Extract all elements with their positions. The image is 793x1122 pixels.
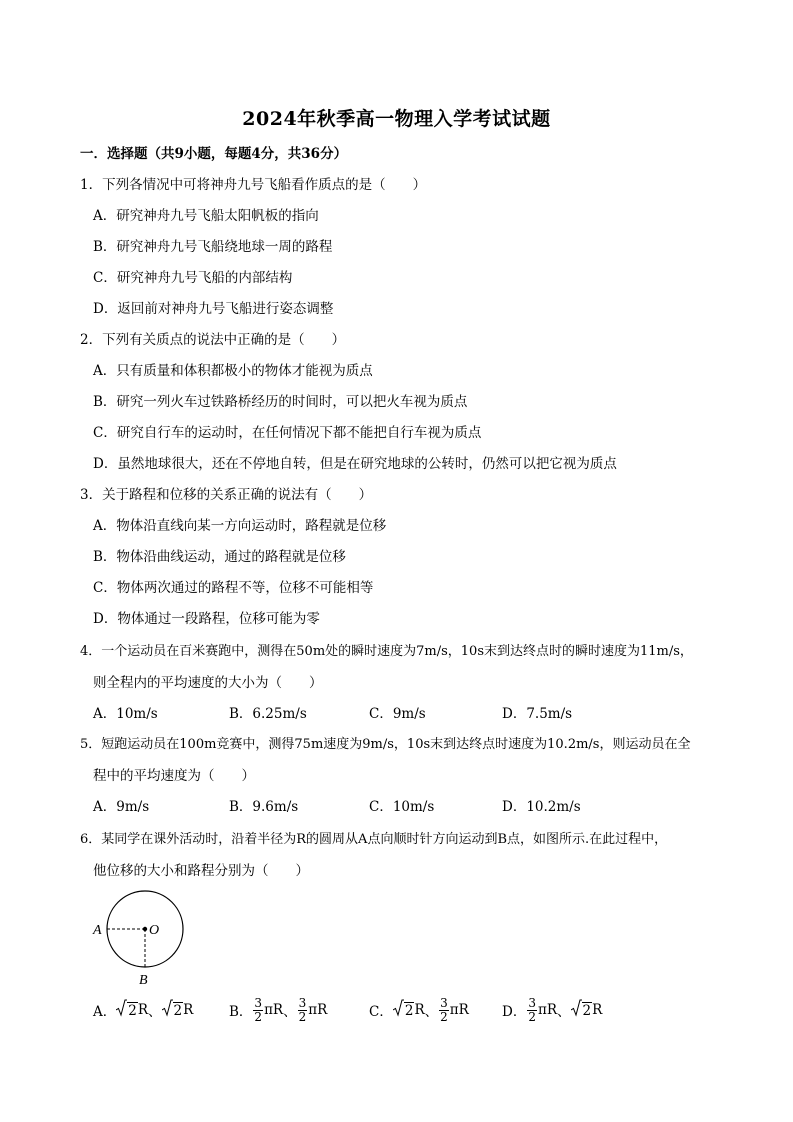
q4-option-d: D．7.5m/s (502, 706, 573, 722)
q2-option-d: D．虽然地球很大，还在不停地自转，但是在研究地球的公转时，仍然可以把它视为质点 (93, 456, 617, 472)
q6-c-label: C． (369, 1004, 393, 1020)
q2-stem: 2．下列有关质点的说法中正确的是（ ） (80, 332, 346, 348)
fraction: $\frac{3}{2}$ (528, 995, 536, 1024)
q3-option-a: A．物体沿直线向某一方向运动时，路程就是位移 (93, 518, 387, 534)
q3-option-c: C．物体两次通过的路程不等，位移不可能相等 (93, 580, 374, 596)
q1-option-c: C．研究神舟九号飞船的内部结构 (93, 270, 293, 286)
exam-title: 2024年秋季高一物理入学考试试题 (242, 108, 551, 130)
r-symbol: R (137, 1002, 149, 1018)
q6-d-label: D． (502, 1004, 527, 1020)
radicand: 2 (128, 1002, 137, 1019)
q5-option-b: B．9.6m/s (229, 799, 299, 815)
label-o: O (149, 923, 160, 938)
separator: 、 (424, 1004, 439, 1020)
pi-r: πR (537, 1002, 558, 1018)
q4-options (93, 705, 713, 723)
q5-stem-line1: 5．短跑运动员在100m竞赛中，测得75m速度为9m/s，10s末到达终点时速度为10.2m/s，则运动员在全 (80, 737, 691, 752)
q4-option-a: A．10m/s (93, 706, 158, 722)
fraction: $\frac{3}{2}$ (254, 995, 263, 1024)
q3-option-b: B．物体沿曲线运动，通过的路程就是位移 (93, 549, 346, 565)
q4-stem-line2: 则全程内的平均速度的大小为（ ） (93, 675, 323, 691)
q2-option-a: A．只有质量和体积都极小的物体才能视为质点 (93, 363, 373, 379)
r-symbol: R (592, 1002, 603, 1018)
label-a: A (93, 923, 102, 938)
r-symbol: R (414, 1002, 425, 1018)
q6-a-label: A． (93, 1004, 117, 1020)
q5-option-c: C．10m/s (369, 799, 435, 815)
fraction: $\frac{3}{2}$ (298, 995, 307, 1024)
separator: 、 (283, 1004, 297, 1020)
radicand: 2 (173, 1002, 183, 1019)
pi-r: πR (449, 1002, 469, 1018)
q6-stem-line1: 6．某同学在课外活动时，沿着半径为R的圆周从A点向顺时针方向运动到B点，如图所示.在此过程中， (80, 832, 668, 847)
q6-stem-line2: 他位移的大小和路程分别为（ ） (93, 863, 309, 879)
q4-option-b: B．6.25m/s (229, 706, 307, 722)
q1-option-b: B．研究神舟九号飞船绕地球一周的路程 (93, 239, 333, 255)
q3-stem: 3．关于路程和位移的关系正确的说法有（ ） (80, 487, 373, 503)
sqrt-icon (116, 999, 127, 1021)
q1-option-a: A．研究神舟九号飞船太阳帆板的指向 (93, 208, 319, 224)
q5-option-d: D．10.2m/s (502, 799, 581, 815)
q5-options (93, 798, 713, 816)
q2-option-b: B．研究一列火车过铁路桥经历的时间时，可以把火车视为质点 (93, 394, 468, 410)
fraction: $\frac{3}{2}$ (440, 995, 448, 1024)
separator: 、 (148, 1004, 162, 1020)
radicand: 2 (404, 1002, 414, 1019)
sqrt-icon (162, 999, 173, 1021)
pi-r: πR (308, 1002, 328, 1018)
q3-option-d: D．物体通过一段路程，位移可能为零 (93, 611, 320, 627)
q2-option-c: C．研究自行车的运动时，在任何情况下都不能把自行车视为质点 (93, 425, 482, 441)
circle-diagram (88, 888, 198, 988)
q1-stem: 1．下列各情况中可将神舟九号飞船看作质点的是（ ） (80, 177, 427, 193)
q4-option-c: C．9m/s (369, 706, 426, 722)
q5-stem-line2: 程中的平均速度为（ ） (93, 768, 255, 784)
q6-option-b (229, 996, 327, 1024)
q1-option-d: D．返回前对神舟九号飞船进行姿态调整 (93, 301, 334, 317)
section-heading: 一．选择题（共9小题，每题4分，共36分） (80, 146, 348, 162)
q4-stem-line1: 4．一个运动员在百米赛跑中，测得在50m处的瞬时速度为7m/s，10s末到达终点时的瞬时速度为11m/s， (80, 644, 693, 659)
sqrt-icon (393, 999, 404, 1021)
q6-option-c (369, 996, 469, 1024)
q6-option-d (502, 996, 602, 1024)
center-dot (143, 927, 147, 931)
pi-r: πR (264, 1002, 284, 1018)
q6-b-label: B． (229, 1004, 253, 1020)
q6-option-a (93, 996, 193, 1024)
radicand: 2 (582, 1002, 592, 1019)
q5-option-a: A．9m/s (93, 799, 150, 815)
r-symbol: R (183, 1002, 194, 1018)
separator: 、 (557, 1004, 571, 1020)
label-b: B (139, 973, 148, 988)
sqrt-icon (571, 999, 582, 1021)
